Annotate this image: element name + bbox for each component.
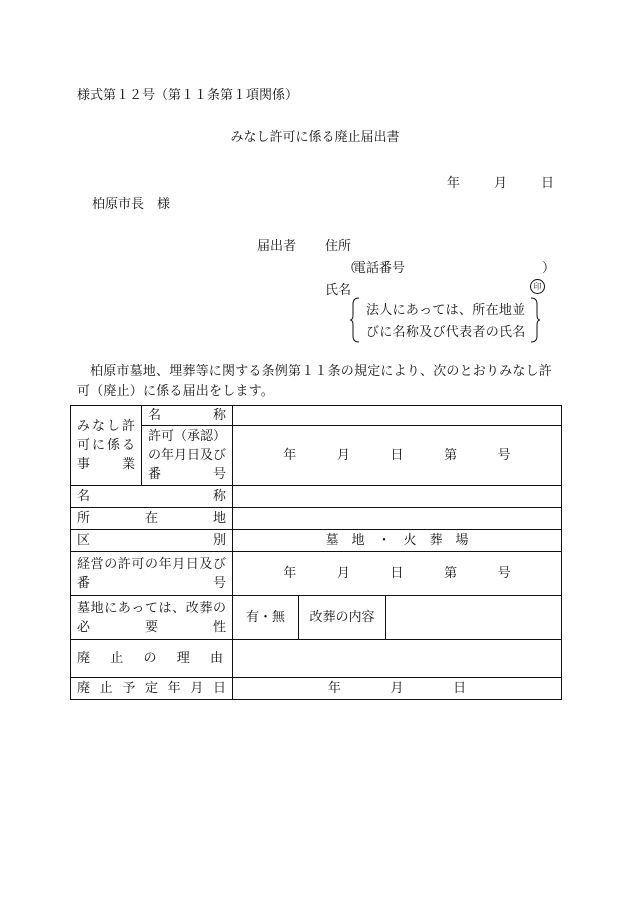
facility-name-field[interactable] xyxy=(233,486,562,508)
category-label: 区別 xyxy=(71,530,233,552)
table-row xyxy=(71,596,562,640)
year-label: 年 xyxy=(327,681,341,696)
year-label: 年 xyxy=(283,566,297,581)
addressee: 柏原市長 様 xyxy=(92,197,171,212)
facility-name-label: 名称 xyxy=(71,486,233,508)
phone-label: 電話番号 xyxy=(353,261,406,276)
table-row xyxy=(71,530,562,552)
planned-date-row xyxy=(239,679,555,698)
document-title: みなし許可に係る廃止届出書 xyxy=(230,130,400,145)
reason-field[interactable] xyxy=(233,640,562,678)
day-label: 日 xyxy=(453,681,467,696)
business-group-label: みなし許可に係る事業 xyxy=(71,406,142,486)
table-row xyxy=(71,678,562,700)
number-prefix-label: 第 xyxy=(444,448,458,463)
date-month-label: 月 xyxy=(493,176,507,191)
planned-date-label: 廃止予定年月日 xyxy=(71,678,233,700)
business-name-field[interactable] xyxy=(233,406,562,426)
reburial-necessity-label: 墓地にあっては、改葬の必要性 xyxy=(71,596,233,640)
day-label: 日 xyxy=(390,448,404,463)
date-number-row xyxy=(239,446,555,465)
corporate-note-text: 法人にあっては、所在地並びに名称及び代表者の氏名 xyxy=(366,303,526,340)
seal-mark: 印 xyxy=(530,279,545,294)
table-row xyxy=(71,486,562,508)
operation-permit-label: 経営の許可の年月日及び番号 xyxy=(71,552,233,596)
location-label: 所在地 xyxy=(71,508,233,530)
phone-close-paren: ） xyxy=(542,261,556,276)
date-day-label: 日 xyxy=(540,176,554,191)
number-suffix-label: 号 xyxy=(497,566,511,581)
number-prefix-label: 第 xyxy=(444,566,458,581)
reburial-content-label: 改葬の内容 xyxy=(299,596,386,640)
table-row xyxy=(71,552,562,596)
submission-date xyxy=(447,172,554,191)
location-field[interactable] xyxy=(233,508,562,530)
reburial-choice[interactable]: 有・無 xyxy=(233,596,299,640)
permit-label: 許可（承認）の年月日及び番号 xyxy=(142,426,233,486)
year-label: 年 xyxy=(283,448,297,463)
date-year-label: 年 xyxy=(446,176,460,191)
table-row xyxy=(71,406,562,426)
month-label: 月 xyxy=(390,681,404,696)
operation-permit-field[interactable] xyxy=(233,552,562,596)
business-name-label: 名称 xyxy=(142,406,233,426)
number-suffix-label: 号 xyxy=(497,448,511,463)
declaration-text: 柏原市墓地、埋葬等に関する条例第１１条の規定により、次のとおりみなし許可（廃止）に係る届出をします。 xyxy=(77,364,553,399)
day-label: 日 xyxy=(390,566,404,581)
category-value[interactable]: 墓 地 ・ 火 葬 場 xyxy=(233,530,562,552)
phone-open-paren: （ xyxy=(343,261,357,276)
permit-date-number-field[interactable] xyxy=(233,426,562,486)
reason-label: 廃止の理由 xyxy=(71,640,233,678)
name-label: 氏名 xyxy=(325,283,352,298)
table-row xyxy=(71,640,562,678)
month-label: 月 xyxy=(336,448,350,463)
address-label: 住所 xyxy=(325,239,352,254)
notification-form-table xyxy=(70,405,562,700)
reburial-content-field[interactable] xyxy=(386,596,562,640)
corporate-note xyxy=(350,296,540,344)
month-label: 月 xyxy=(336,566,350,581)
table-row xyxy=(71,508,562,530)
table-row xyxy=(71,426,562,486)
date-number-row xyxy=(239,564,555,583)
form-number: 様式第１２号（第１１条第１項関係） xyxy=(77,88,299,103)
applicant-label: 届出者 xyxy=(257,239,297,254)
planned-date-field[interactable] xyxy=(233,678,562,700)
